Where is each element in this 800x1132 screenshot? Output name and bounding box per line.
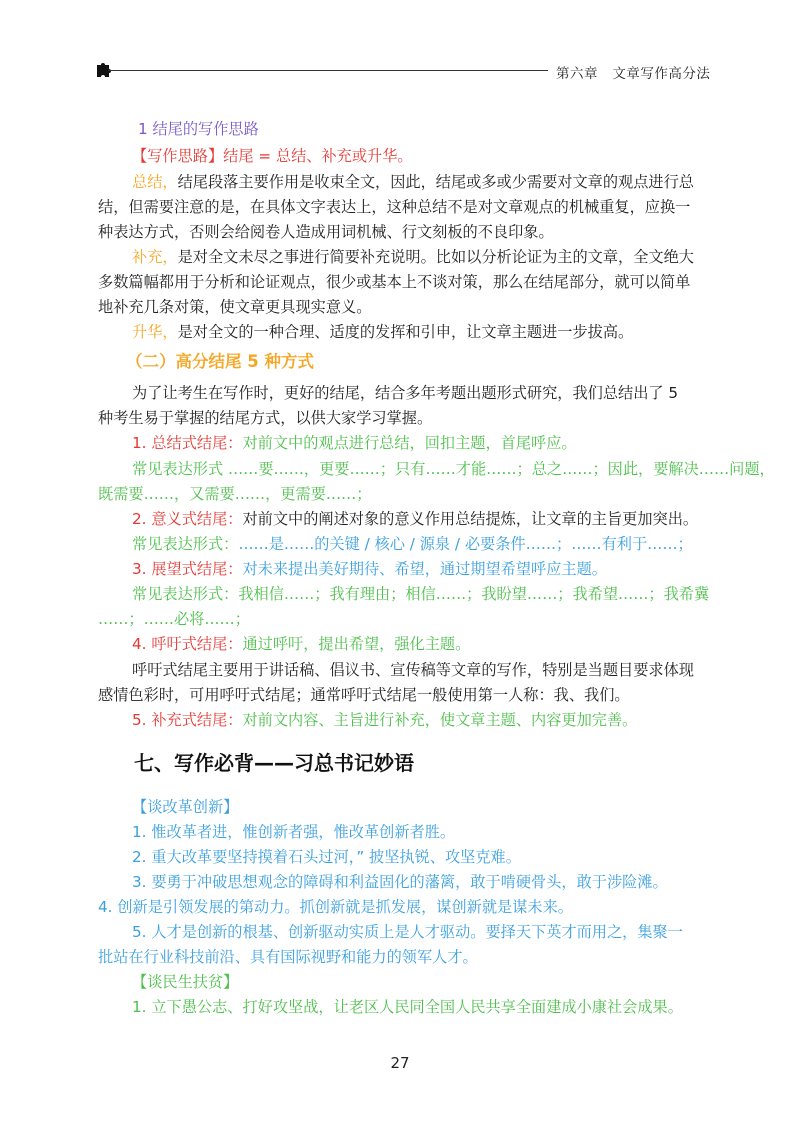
section-1-title: 1 结尾的写作思路 [138, 120, 259, 138]
chapter-label: 第六章 [556, 66, 598, 82]
method-2: 2. 意义式结尾：对前文中的阐述对象的意义作用总结提炼，让文章的主旨更加突出。 [132, 510, 699, 528]
reform-item-5-line-2: 批站在行业科技前沿、具有国际视野和能力的领军人才。 [98, 948, 478, 966]
method-1-label: 1. 总结式结尾： [132, 434, 243, 452]
sublimation-line-1: 升华，是对全文的一种合理、适度的发挥和引申，让文章主题进一步拔高。 [132, 323, 634, 341]
reform-item-3: 3. 要勇于冲破思想观念的障碍和利益固化的藩篱，敢于啃硬骨头，敢于涉险滩。 [132, 873, 668, 891]
method-4-desc-line-1: 呼吁式结尾主要用于讲话稿、倡议书、宣传稿等文章的写作，特别是当题目要求体现 [132, 661, 694, 679]
summary-line-3: 种表达方式，否则会给阅卷人造成用词机械、行文刻板的不良印象。 [98, 223, 554, 241]
supplement-line-2: 多数篇幅都用于分析和论证观点，很少或基本上不谈对策，那么在结尾部分，就可以简单 [98, 273, 691, 291]
method-3-expr-line-1: 常见表达形式：我相信……；我有理由；相信……；我盼望……；我希望……；我希冀 [132, 585, 710, 603]
intro-line-1: 为了让考生在写作时，更好的结尾，结合多年考题出题形式研究，我们总结出了 5 [132, 384, 679, 402]
method-4-desc-line-2: 感情色彩时，可用呼吁式结尾；通常呼吁式结尾一般使用第一人称：我、我们。 [98, 686, 630, 704]
method-5-label: 5. 补充式结尾： [132, 711, 243, 729]
section-2-title: （二）高分结尾 5 种方式 [126, 352, 314, 371]
summary-term: 总结， [132, 173, 178, 191]
header-rule [108, 70, 548, 71]
method-5: 5. 补充式结尾：对前文内容、主旨进行补充，使文章主题、内容更加完善。 [132, 711, 638, 729]
poverty-item-1: 1. 立下愚公志、打好攻坚战，让老区人民同全国人民共享全面建成小康社会成果。 [132, 998, 683, 1016]
summary-line-1: 总结，结尾段落主要作用是收束全文，因此，结尾或多或少需要对文章的观点进行总 [132, 173, 694, 191]
summary-line-2: 结，但需要注意的是，在具体文字表达上，这种总结不是对文章观点的机械重复，应换一 [98, 198, 691, 216]
method-3-label: 3. 展望式结尾： [132, 560, 243, 578]
sublimation-term: 升华， [132, 323, 178, 341]
supplement-line-3: 地补充几条对策，使文章更具现实意义。 [98, 298, 372, 316]
chapter-title: 文章写作高分法 [612, 66, 711, 82]
reform-item-1: 1. 惟改革者进，惟创新者强，惟改革创新者胜。 [132, 823, 456, 841]
supplement-term: 补充， [132, 248, 178, 266]
method-3-expr-line-2: ……；……必将……； [98, 610, 250, 628]
method-4-label: 4. 呼吁式结尾： [132, 635, 243, 653]
intro-line-2: 种考生易于掌握的结尾方式，以供大家学习掌握。 [98, 409, 433, 427]
reform-item-2: 2. 重大改革要坚持摸着石头过河，” 披坚执锐、攻坚克难。 [132, 848, 521, 866]
section-3-title: 七、写作必背——习总书记妙语 [134, 751, 414, 775]
supplement-line-1: 补充，是对全文未尽之事进行简要补充说明。比如以分析论证为主的文章，全文绝大 [132, 248, 694, 266]
method-1: 1. 总结式结尾：对前文中的观点进行总结，回扣主题，首尾呼应。 [132, 434, 577, 452]
poverty-label: 【谈民生扶贫】 [132, 973, 239, 991]
method-3: 3. 展望式结尾：对未来提出美好期待、希望，通过期望希望呼应主题。 [132, 560, 607, 578]
method-2-expr: 常见表达形式：……是……的关键 / 核心 / 源泉 / 必要条件……；……有利于……； [132, 535, 693, 553]
reform-item-5-line-1: 5. 人才是创新的根基、创新驱动实质上是人才驱动。要择天下英才而用之，集聚一 [132, 923, 683, 941]
reform-label: 【谈改革创新】 [132, 798, 239, 816]
method-1-expr-line-2: 既需要……，又需要……，更需要……； [98, 485, 372, 503]
method-4: 4. 呼吁式结尾：通过呼吁，提出希望，强化主题。 [132, 635, 471, 653]
method-1-expr-line-1: 常见表达形式 ……要……，更要……；只有……才能……；总之……；因此，要解决……问题， [132, 460, 775, 478]
method-2-label: 2. 意义式结尾： [132, 510, 243, 528]
running-header [556, 62, 710, 82]
page-number: 27 [390, 1054, 410, 1072]
thinking-label: 【写作思路】结尾 = 总结、补充或升华。 [132, 147, 413, 165]
reform-item-4: 4. 创新是引领发展的第动力。抓创新就是抓发展，谋创新就是谋未来。 [98, 898, 573, 916]
